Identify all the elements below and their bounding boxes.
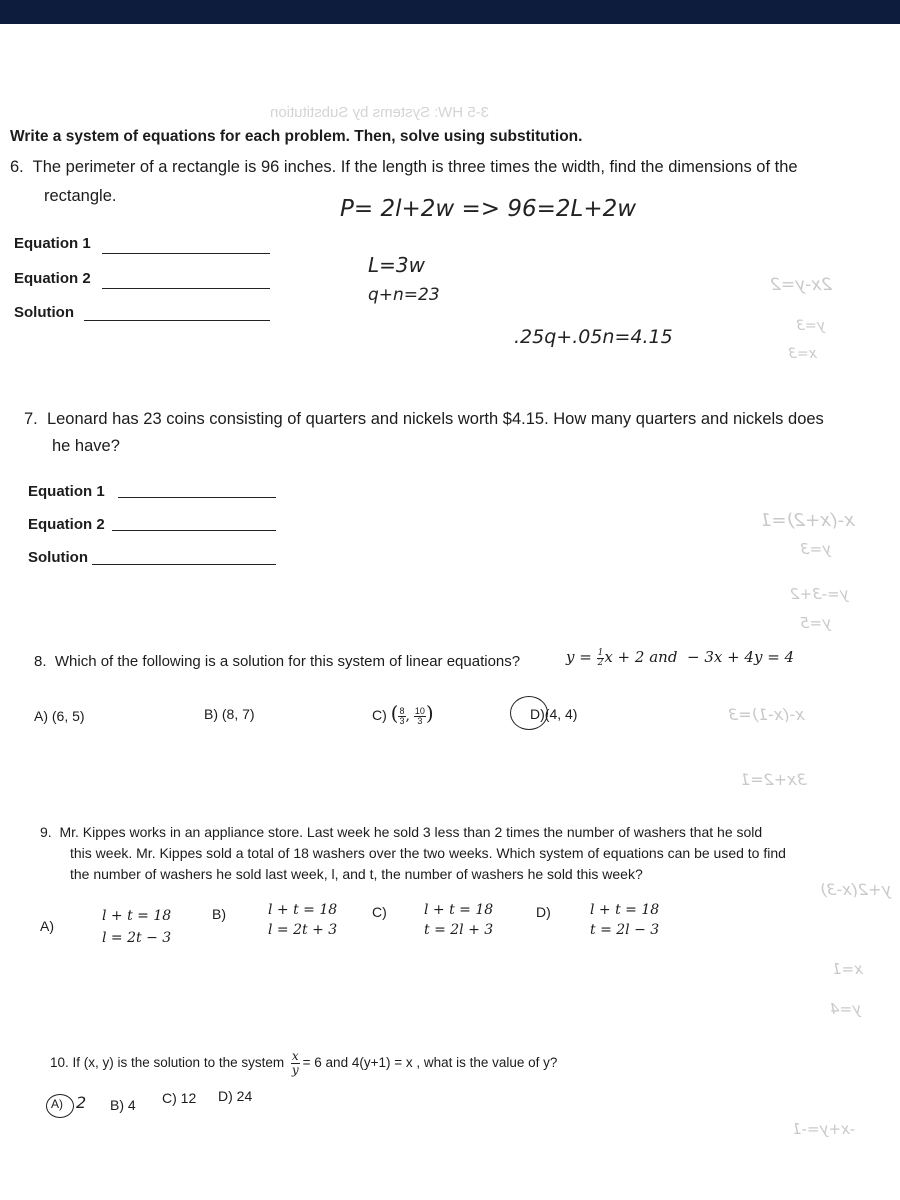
- q8-option-d[interactable]: D)(4, 4): [530, 706, 578, 722]
- q9-option-b-label[interactable]: B): [212, 906, 226, 922]
- q9-option-d-label[interactable]: D): [536, 904, 551, 920]
- q9-option-b-eq2: l = 2t + 3: [268, 922, 338, 938]
- q6-equation1-line[interactable]: [102, 253, 270, 254]
- q9-option-a-eq1: l + t = 18: [102, 908, 172, 924]
- handwriting-perimeter: P= 2l+2w => 96=2L+2w: [340, 196, 637, 222]
- q6-text-line1: 6. The perimeter of a rectangle is 96 inches. If the length is three times the width, find the dimensions of the: [10, 158, 798, 176]
- q8-option-a[interactable]: A) (6, 5): [34, 708, 85, 724]
- handwriting-coins-value: .25q+.05n=4.15: [514, 326, 673, 348]
- scribble-r8: x-(x-1)=3: [728, 705, 805, 724]
- q6-equation2-label: Equation 2: [14, 270, 91, 287]
- scribble-r7: y=5: [800, 614, 831, 632]
- scribble-r11: y+2(x-3): [820, 880, 891, 899]
- q6-text-line2: rectangle.: [44, 187, 117, 205]
- q10-option-a[interactable]: A): [51, 1097, 63, 1111]
- q7-equation1-label: Equation 1: [28, 483, 105, 500]
- scribble-r3: y=3: [796, 318, 825, 334]
- scribble-r10: x=1: [832, 960, 863, 978]
- q6-equation1-label: Equation 1: [14, 235, 91, 252]
- q9-option-c-label[interactable]: C): [372, 904, 387, 920]
- scribble-r3b: y=3: [800, 540, 831, 558]
- instructions: Write a system of equations for each problem. Then, solve using substitution.: [10, 128, 583, 145]
- scribble-r12: y=4: [830, 1000, 861, 1018]
- q10-option-b[interactable]: B) 4: [110, 1097, 136, 1113]
- q7-text-line2: he have?: [52, 437, 120, 455]
- scribble-r2: -x+y=-1: [792, 1120, 856, 1138]
- q9-option-c-eq2: t = 2l + 3: [424, 922, 494, 938]
- q7-equation2-line[interactable]: [112, 530, 276, 531]
- q9-option-d-eq1: l + t = 18: [590, 902, 660, 918]
- scribble-r6: y=-3+2: [790, 585, 849, 603]
- q9-text-line3: the number of washers he sold last week, l, and t, the number of washers he sold this week?: [70, 866, 643, 882]
- q7-solution-label: Solution: [28, 549, 88, 566]
- scribble-r9: 3x+2=1: [740, 770, 807, 789]
- q10-option-c[interactable]: C) 12: [162, 1090, 197, 1106]
- scribble-r5: x=3: [788, 346, 817, 362]
- q10-handwritten-answer: 2: [76, 1093, 87, 1112]
- scribble-r1: 2x-y=2: [770, 275, 833, 295]
- q7-text-line1: 7. Leonard has 23 coins consisting of quarters and nickels worth $4.15. How many quarters and nickels does: [24, 410, 824, 428]
- q9-text-line2: this week. Mr. Kippes sold a total of 18 washers over the two weeks. Which system of equations can be used to find: [70, 845, 786, 861]
- top-bar: [0, 0, 900, 24]
- q8-option-b[interactable]: B) (8, 7): [204, 706, 255, 722]
- q8-prompt: 8. Which of the following is a solution for this system of linear equations?: [34, 653, 521, 670]
- q6-equation2-line[interactable]: [102, 288, 270, 289]
- q9-option-c-eq1: l + t = 18: [424, 902, 494, 918]
- q7-equation1-line[interactable]: [118, 497, 276, 498]
- q8-system: y = $\frac{1}{2}$ x + 2 and − 3x + 4y = 4: [566, 647, 795, 668]
- q9-option-b-eq1: l + t = 18: [268, 902, 338, 918]
- handwriting-coins-sum: q+n=23: [368, 285, 440, 305]
- q9-text-line1: 9. Mr. Kippes works in an appliance store. Last week he sold 3 less than 2 times the number of washers that he sold: [40, 824, 763, 840]
- q7-solution-line[interactable]: [92, 564, 276, 565]
- q9-option-d-eq2: t = 2l − 3: [590, 922, 660, 938]
- q7-equation2-label: Equation 2: [28, 516, 105, 533]
- q10-option-d[interactable]: D) 24: [218, 1088, 253, 1104]
- q6-solution-label: Solution: [14, 304, 74, 321]
- q8-option-c[interactable]: C) ( $\frac{8}{3}$ , $\frac{10}{3}$ ): [372, 701, 434, 726]
- q10-prompt: 10. If (x, y) is the solution to the system $\frac{x}{y}$ = 6 and 4(y+1) = x , what is the value of y?: [50, 1049, 558, 1077]
- mirrored-header: 3-5 HW: Systems by Substitution: [270, 104, 489, 121]
- q6-solution-line[interactable]: [84, 320, 270, 321]
- handwriting-length: L=3w: [368, 253, 425, 277]
- q9-option-a-eq2: l = 2t − 3: [102, 930, 172, 946]
- q9-option-a-label[interactable]: A): [40, 918, 54, 934]
- scribble-r4: x-(x+2)=1: [760, 510, 855, 531]
